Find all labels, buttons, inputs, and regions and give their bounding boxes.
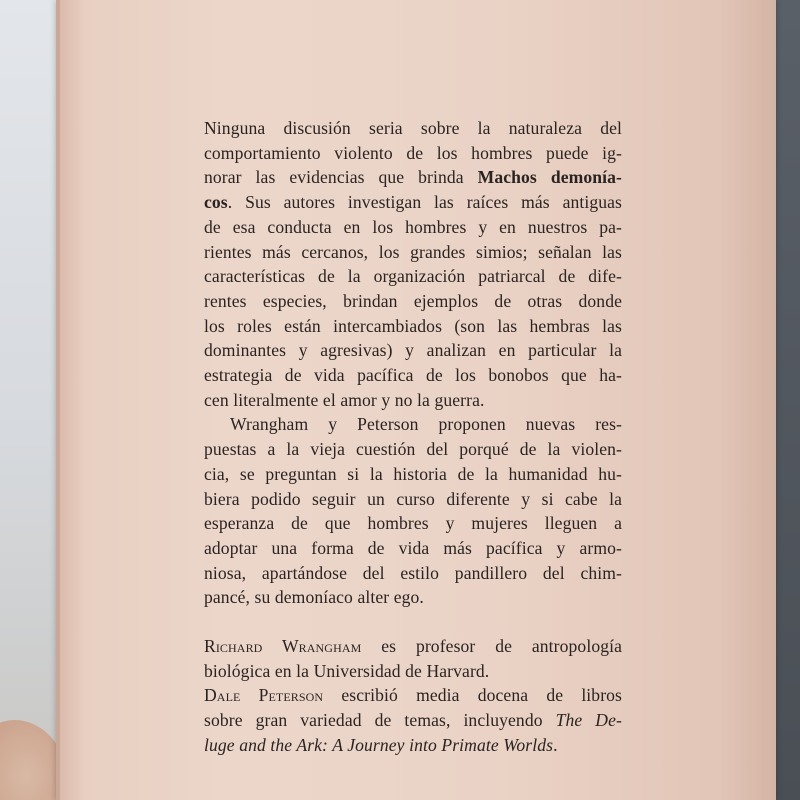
text-line: rentes especies, brindan ejemplos de otras donde: [204, 290, 622, 311]
text-line: [204, 165, 622, 190]
back-cover-text: [204, 116, 622, 758]
background-wall: [0, 0, 62, 800]
text-line: biológica en la Universidad de Harvard.: [204, 660, 490, 681]
synopsis-paragraph-1: [204, 116, 622, 412]
text-segment: es profesor de antropología: [361, 636, 623, 657]
text-segment: .: [553, 734, 558, 755]
text-line: niosa, apartándose del estilo pandillero del chim-: [204, 562, 622, 583]
author-name: Richard Wrangham: [204, 636, 362, 657]
synopsis-paragraph-2: [204, 412, 622, 610]
text-line: [204, 708, 622, 733]
text-line: [204, 683, 622, 708]
text-line: adoptar una forma de vida más pacífica y armo-: [204, 537, 622, 558]
text-line: los roles están intercambiados (son las hembras las: [204, 315, 622, 336]
book-title-italic: The De-: [555, 710, 622, 731]
text-line: [204, 733, 622, 758]
text-line: dominantes y agresivas) y analizan en particular la: [204, 340, 622, 361]
book-title-italic: luge and the Ark: A Journey into Primate Worlds: [204, 734, 554, 755]
text-segment: escribió media docena de libros: [323, 685, 622, 706]
book-title-bold: Machos demonía-: [477, 167, 622, 188]
text-line: Ninguna discusión seria sobre la naturaleza del: [204, 118, 622, 138]
author-bio-wrangham: [204, 634, 622, 683]
cover-edge: [56, 0, 60, 800]
text-line: comportamiento violento de los hombres puede ig-: [204, 142, 622, 163]
text-line: [204, 190, 622, 215]
text-line: cen literalmente el amor y no la guerra.: [204, 389, 485, 410]
book-title-bold: cos: [204, 192, 228, 213]
text-line: pancé, su demoníaco alter ego.: [204, 587, 424, 608]
text-segment: norar las evidencias que brinda: [204, 167, 478, 188]
text-line: características de la organización patriarcal de dife-: [204, 266, 622, 287]
text-line: de esa conducta en los hombres y en nuestros pa-: [204, 216, 622, 237]
text-segment: sobre gran variedad de temas, incluyendo: [204, 710, 556, 731]
text-line: biera podido seguir un curso diferente y si cabe la: [204, 488, 622, 509]
text-line: Wrangham y Peterson proponen nuevas res-: [230, 414, 622, 435]
author-bio-peterson: [204, 683, 622, 757]
author-name: Dale Peterson: [204, 685, 324, 706]
text-line: cia, se preguntan si la historia de la humanidad hu-: [204, 463, 622, 484]
text-line: rientes más cercanos, los grandes simios; señalan las: [204, 241, 622, 262]
spacer: [204, 610, 622, 634]
text-line: [204, 634, 622, 659]
text-line: esperanza de que hombres y mujeres lleguen a: [204, 513, 622, 534]
text-line: puestas a la vieja cuestión del porqué de la violen-: [204, 439, 622, 460]
text-segment: . Sus autores investigan las raíces más antiguas: [227, 192, 622, 213]
text-line: estrategia de vida pacífica de los bonobos que ha-: [204, 365, 622, 386]
